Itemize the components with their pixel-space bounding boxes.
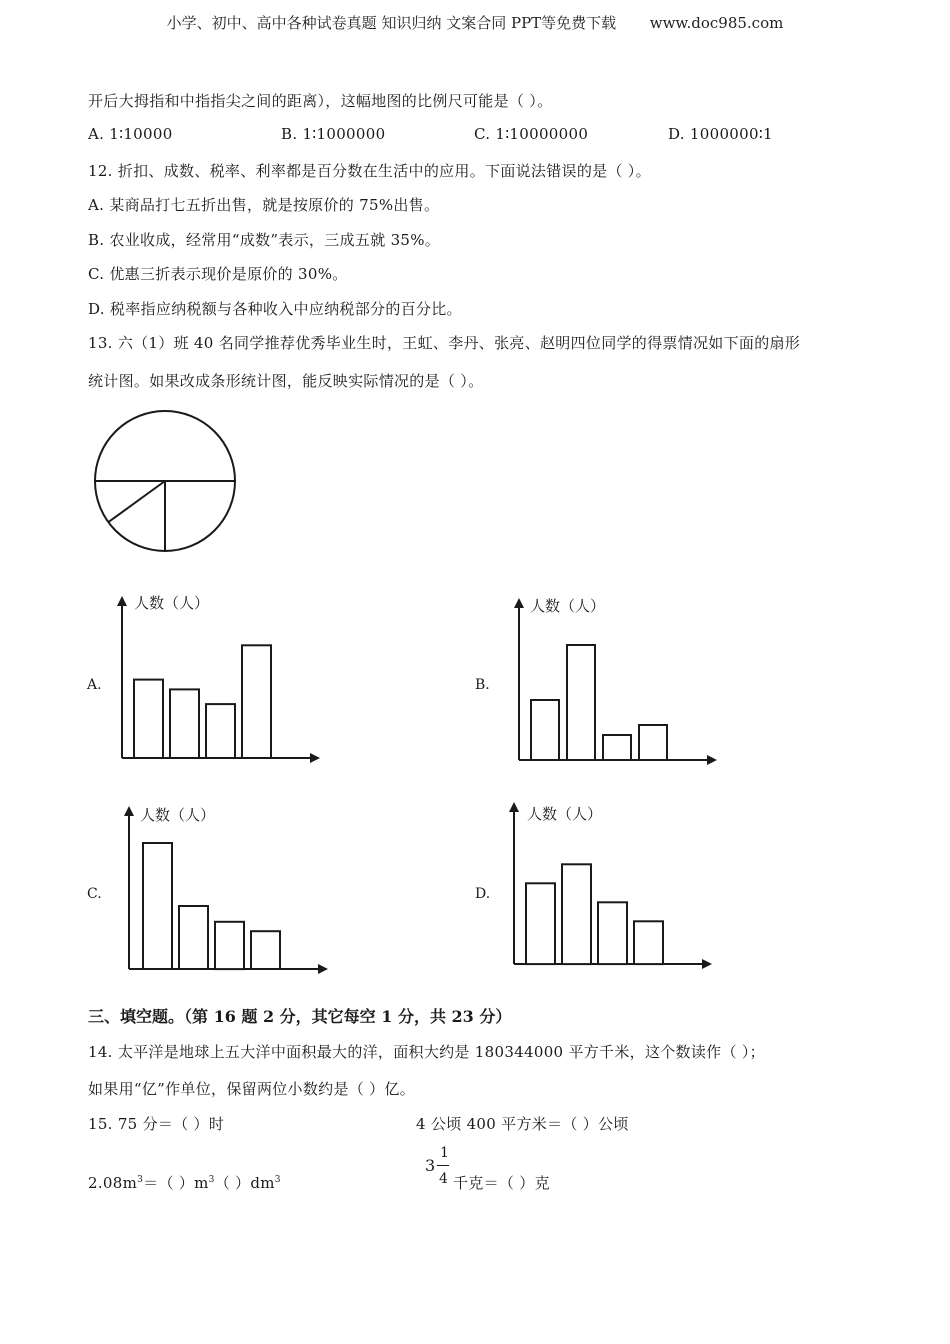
y-axis-arrow [124,806,134,816]
bar-d-3 [598,902,627,964]
q15-part2: 4 公顷 400 平方米＝（ ）公顷 [416,1115,629,1133]
q12-option-b: B. 农业收成，经常用“成数”表示，三成五就 35%。 [88,231,441,249]
q12-option-c: C. 优惠三折表示现价是原价的 30%。 [88,265,348,283]
section-3-title: 三、填空题。（第 16 题 2 分，其它每空 1 分，共 23 分） [88,1007,512,1026]
bar-c-4 [251,931,280,969]
q13-stem-line2: 统计图。如果改成条形统计图，能反映实际情况的是（ ）。 [88,372,484,390]
q14-line1: 14. 太平洋是地球上五大洋中面积最大的洋，面积大约是 180344000 平方千米，这个数读作（ ）； [88,1043,765,1061]
q11-continuation: 开后大拇指和中指指尖之间的距离），这幅地图的比例尺可能是（ ）。 [88,92,553,110]
bar-a-1 [134,680,163,758]
bar-chart-b [514,598,717,765]
bar-a-4 [242,645,271,758]
q12-stem: 12. 折扣、成数、税率、利率都是百分数在生活中的应用。下面说法错误的是（ ）。 [88,162,651,180]
q12-option-d: D. 税率指应纳税额与各种收入中应纳税部分的百分比。 [88,300,462,318]
q11-option-c: C. 1∶10000000 [474,125,589,143]
bar-chart-c [124,806,328,974]
q11-option-d: D. 1000000∶1 [668,125,773,143]
x-axis-arrow [707,755,717,765]
q15-part3-sup2: 3 [208,1175,215,1185]
q15-part1: 15. 75 分＝（ ）时 [88,1115,225,1133]
x-axis-arrow [310,753,320,763]
q15-part4-rest: 千克＝（ ）克 [453,1174,550,1192]
header-text: 小学、初中、高中各种试卷真题 知识归纳 文案合同 PPT等免费下载 [166,14,617,32]
y-axis-arrow [117,596,127,606]
chart-option-c-label: C. [87,886,102,902]
bar-a-3 [206,704,235,758]
q15-fraction-denominator: 4 [439,1171,448,1187]
q14-line2: 如果用“亿”作单位，保留两位小数约是（ ）亿。 [88,1080,416,1098]
bar-b-4 [639,725,667,760]
bar-d-4 [634,921,663,964]
q11-option-b: B. 1∶1000000 [281,125,386,143]
x-axis-arrow [318,964,328,974]
chart-option-d-label: D. [475,886,491,902]
q12-option-a: A. 某商品打七五折出售，就是按原价的 75%出售。 [88,196,440,214]
q15-part3-c: （ ）dm [214,1174,275,1192]
chart-c-ylabel: 人数（人） [140,806,216,824]
y-axis-arrow [514,598,524,608]
bar-b-2 [567,645,595,760]
chart-option-a-label: A. [87,677,102,693]
header-site: www.doc985.com [649,14,784,32]
q15-part3 [88,1172,281,1193]
chart-a-ylabel: 人数（人） [134,594,210,612]
chart-b-ylabel: 人数（人） [530,597,606,615]
q15-part3-sup1: 3 [137,1175,144,1185]
q15-fraction-whole: 3 [425,1156,436,1175]
bar-chart-a [117,596,320,763]
bar-chart-d [509,802,712,969]
bar-a-2 [170,689,199,758]
chart-option-b-label: B. [475,677,490,693]
x-axis-arrow [702,959,712,969]
q15-part3-b: ＝（ ）m [143,1174,209,1192]
bar-b-3 [603,735,631,760]
q15-fraction-bar [437,1165,449,1166]
bar-c-3 [215,922,244,969]
bar-c-2 [179,906,208,969]
q11-option-a: A. 1∶10000 [88,125,173,143]
bar-d-2 [562,864,591,964]
bar-b-1 [531,700,559,760]
bar-c-1 [143,843,172,969]
chart-d-ylabel: 人数（人） [527,805,603,823]
q15-part3-a: 2.08m [88,1174,138,1192]
bar-d-1 [526,883,555,964]
y-axis-arrow [509,802,519,812]
q13-stem-line1: 13. 六（1）班 40 名同学推荐优秀毕业生时，王虹、李丹、张亮、赵明四位同学的得票情况如下面的扇形 [88,334,801,352]
q15-part3-sup3: 3 [274,1175,281,1185]
q15-fraction-numerator: 1 [440,1145,449,1161]
